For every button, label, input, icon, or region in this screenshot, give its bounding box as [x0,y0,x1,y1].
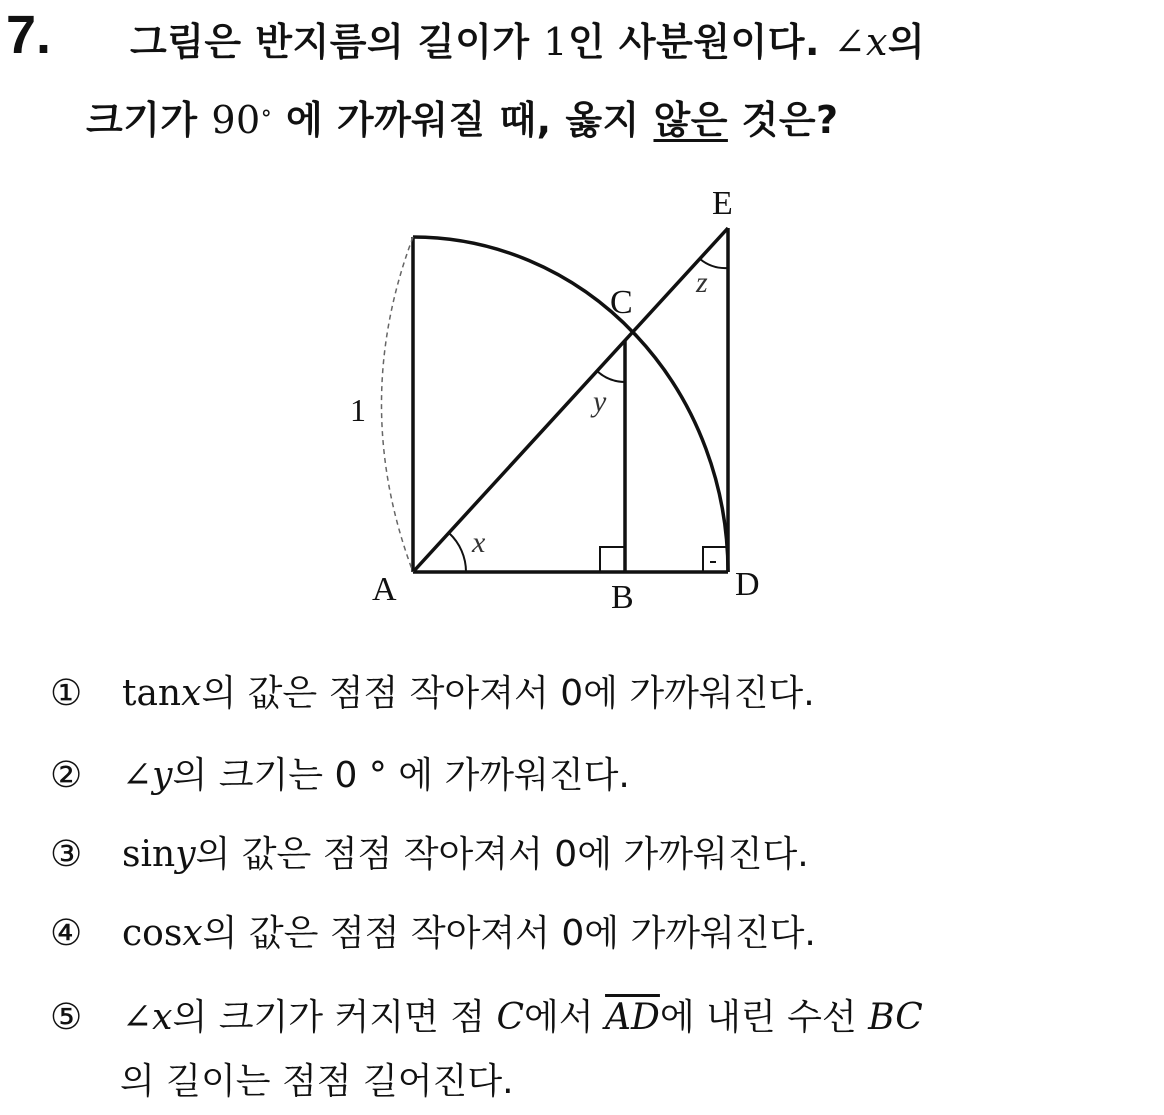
label-E: E [712,185,733,222]
choice-5-continued: 의 길이는 점점 길어진다. [120,1061,514,1102]
label-D: D [735,566,760,603]
segment-AD-overline: $\overline{AD}$ [605,997,660,1038]
right-angle-D [703,547,728,572]
question-number: 7. [6,5,52,65]
angle-arc-y [597,371,625,382]
question-text-line1: 그림은 반지름의 길이가 1인 사분원이다. ∠x의 [130,20,926,64]
question-text-line2: 크기가 90° 에 가까워질 때, 옳지 않은 것은? [86,98,839,142]
choice-4[interactable]: ④ cosx의 값은 점점 작아져서 0에 가까워진다. [50,913,816,954]
choice-3[interactable]: ③ siny의 값은 점점 작아져서 0에 가까워진다. [50,834,809,875]
label-C: C [610,284,633,321]
label-angle-z: z [696,266,708,299]
right-angle-B [600,547,625,572]
label-A: A [372,571,397,608]
choice-2[interactable]: ② ∠y의 크기는 0 ° 에 가까워진다. [50,755,630,796]
choice-1[interactable]: ① tanx의 값은 점점 작아져서 0에 가까워진다. [50,673,815,714]
segment-AE [413,228,728,572]
label-B: B [611,579,634,616]
angle-arc-x [449,533,466,572]
label-angle-x: x [472,526,486,559]
choice-5[interactable]: ⑤ ∠x의 크기가 커지면 점 C에서 $\overline{AD}$에 내린 수선 BC [50,997,923,1038]
label-angle-y: y [593,385,607,418]
radius-brace [382,237,414,572]
label-radius: 1 [350,392,366,428]
